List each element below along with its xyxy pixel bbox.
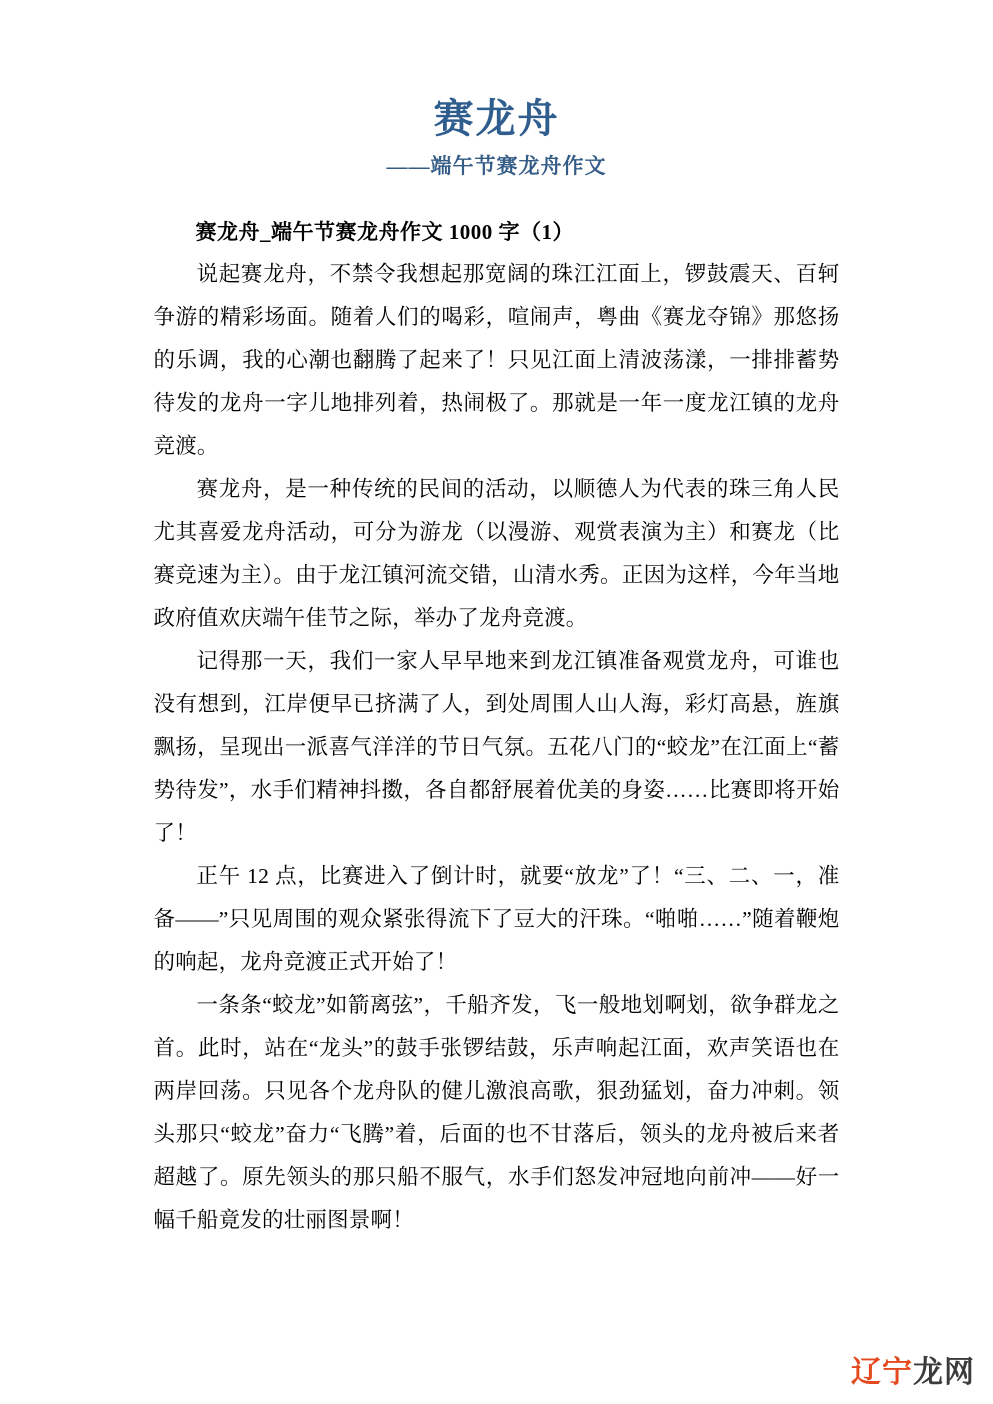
body-paragraph: 一条条“蛟龙”如箭离弦”，千船齐发，飞一般地划啊划，欲争群龙之首。此时，站在“龙头”的鼓手张锣结鼓，乐声响起江面，欢声笑语也在两岸回荡。只见各个龙舟队的健儿激浪高歌，狠劲猛划，奋力冲刺。领头那只“蛟龙”奋力“飞腾”着，后面的也不甘落后，领头的龙舟被后来者超越了。原先领头的那只船不服气，水手们怒发冲冠地向前冲——好一幅千船竟发的壮丽图景啊！ — [153, 992, 840, 1232]
body-paragraph: 记得那一天，我们一家人早早地来到龙江镇准备观赏龙舟，可谁也没有想到，江岸便早已挤满了人，到处周围人山人海，彩灯高悬，旌旗飘扬，呈现出一派喜气洋洋的节日气氛。五花八门的“蛟龙”在江面上“蓄势待发”，水手们精神抖擞，各自都舒展着优美的身姿……比赛即将开始了！ — [153, 648, 840, 845]
section-heading: 赛龙舟_端午节赛龙舟作文 1000 字（1） — [195, 220, 574, 245]
watermark-text-secondary: 龙网 — [913, 1356, 975, 1389]
page-title: 赛龙舟 — [433, 96, 560, 141]
body-paragraph: 说起赛龙舟，不禁令我想起那宽阔的珠江江面上，锣鼓震天、百轲争游的精彩场面。随着人们的喝彩，喧闹声，粤曲《赛龙夺锦》那悠扬的乐调，我的心潮也翻腾了起来了！只见江面上清波荡漾，一排排蓄势待发的龙舟一字儿地排列着，热闹极了。那就是一年一度龙江镇的龙舟竞渡。 — [153, 261, 840, 458]
body-paragraph: 赛龙舟，是一种传统的民间的活动，以顺德人为代表的珠三角人民尤其喜爱龙舟活动，可分为游龙（以漫游、观赏表演为主）和赛龙（比赛竞速为主）。由于龙江镇河流交错，山清水秀。正因为这样，今年当地政府值欢庆端午佳节之际，举办了龙舟竞渡。 — [153, 476, 840, 630]
title-block — [0, 0, 993, 181]
watermark-text-primary: 辽宁 — [851, 1356, 913, 1389]
page-subtitle: ——端午节赛龙舟作文 — [386, 154, 607, 178]
site-watermark — [851, 1358, 975, 1388]
document-body — [154, 181, 840, 1242]
body-paragraph: 正午 12 点，比赛进入了倒计时，就要“放龙”了！“三、二、一，准备——”只见周围的观众紧张得流下了豆大的汗珠。“啪啪……”随着鞭炮的响起，龙舟竞渡正式开始了！ — [153, 863, 840, 974]
